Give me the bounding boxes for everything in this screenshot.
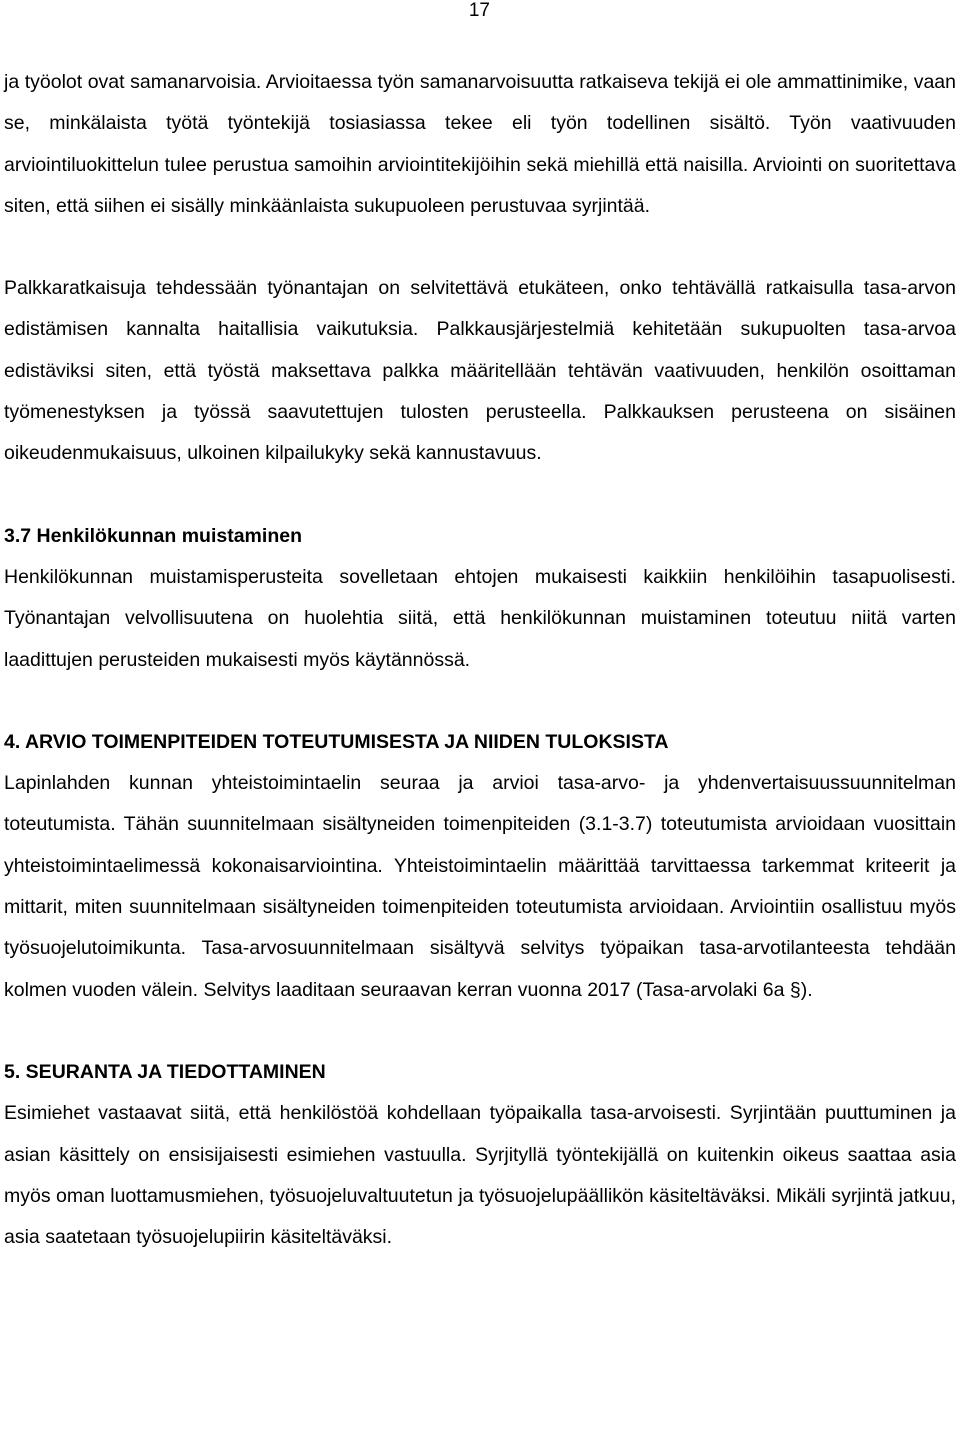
paragraph-spacer: [4, 681, 956, 722]
paragraph-spacer: [4, 475, 956, 516]
page-number: 17: [468, 0, 490, 21]
paragraph-spacer: [4, 227, 956, 268]
section-5-heading: 5. SEURANTA JA TIEDOTTAMINEN: [4, 1060, 326, 1083]
document-body: [4, 62, 956, 1258]
section-5-body: Esimiehet vastaavat siitä, että henkilöstöä kohdellaan työpaikalla tasa-arvoisesti. Syrjintään puuttuminen ja asian käsittely on ensisijaisesti esimiehen vastuulla. Syrjityllä työntekijällä on kuitenkin oikeus saattaa asia myös oman luottamusmiehen, työsuojeluvaltuutetun ja työsuojelupäällikön käsiteltäväksi. Mikäli syrjintä jatkuu, asia saatetaan työsuojelupiirin käsiteltäväksi.: [4, 1102, 956, 1249]
section-3-7-heading: 3.7 Henkilökunnan muistaminen: [4, 524, 302, 547]
intro-paragraph: ja työolot ovat samanarvoisia. Arvioitaessa työn samanarvoisuutta ratkaiseva tekijä ei ole ammattinimike, vaan se, minkälaista työtä työntekijä tosiasiassa tekee eli työn todellinen sisältö. Työn vaativuuden arviointiluokittelun tulee perustua samoihin arviointitekijöihin sekä miehillä että naisilla. Arviointi on suoritettava siten, että siihen ei sisälly minkäänlaista sukupuoleen perustuvaa syrjintää.: [4, 71, 956, 217]
paragraph-spacer: [4, 1011, 956, 1052]
section-3-7-body: Henkilökunnan muistamisperusteita sovelletaan ehtojen mukaisesti kaikkiin henkilöihin tasapuolisesti. Työnantajan velvollisuutena on huolehtia siitä, että henkilökunnan muistaminen toteutuu niitä varten laadittujen perusteiden mukaisesti myös käytännössä.: [4, 565, 956, 671]
section-4-heading: 4. ARVIO TOIMENPITEIDEN TOTEUTUMISESTA JA NIIDEN TULOKSISTA: [4, 730, 669, 753]
section-4-body: Lapinlahden kunnan yhteistoimintaelin seuraa ja arvioi tasa-arvo- ja yhdenvertaisuussuunnitelman toteutumista. Tähän suunnitelmaan sisältyneiden toimenpiteiden (3.1-3.7) toteutumista arvioidaan vuosittain yhteistoimintaelimessä kokonaisarviointina. Yhteistoimintaelin määrittää tarvittaessa tarkemmat kriteerit ja mittarit, miten suunnitelmaan sisältyneiden toimenpiteiden toteutumista arvioidaan. Arviointiin osallistuu myös työsuojelutoimikunta. Tasa-arvosuunnitelmaan sisältyvä selvitys työpaikan tasa-arvotilanteesta tehdään kolmen vuoden välein. Selvitys laaditaan seuraavan kerran vuonna 2017 (Tasa-arvolaki 6a §).: [4, 772, 956, 1001]
pay-paragraph: Palkkaratkaisuja tehdessään työnantajan on selvitettävä etukäteen, onko tehtävällä ratkaisulla tasa-arvon edistämisen kannalta haitallisia vaikutuksia. Palkkausjärjestelmiä kehitetään sukupuolten tasa-arvoa edistäviksi siten, että työstä maksettava palkka määritellään tehtävän vaativuuden, henkilön osoittaman työmenestyksen ja työssä saavutettujen tulosten perusteella. Palkkauksen perusteena on sisäinen oikeudenmukaisuus, ulkoinen kilpailukyky sekä kannustavuus.: [4, 277, 956, 465]
